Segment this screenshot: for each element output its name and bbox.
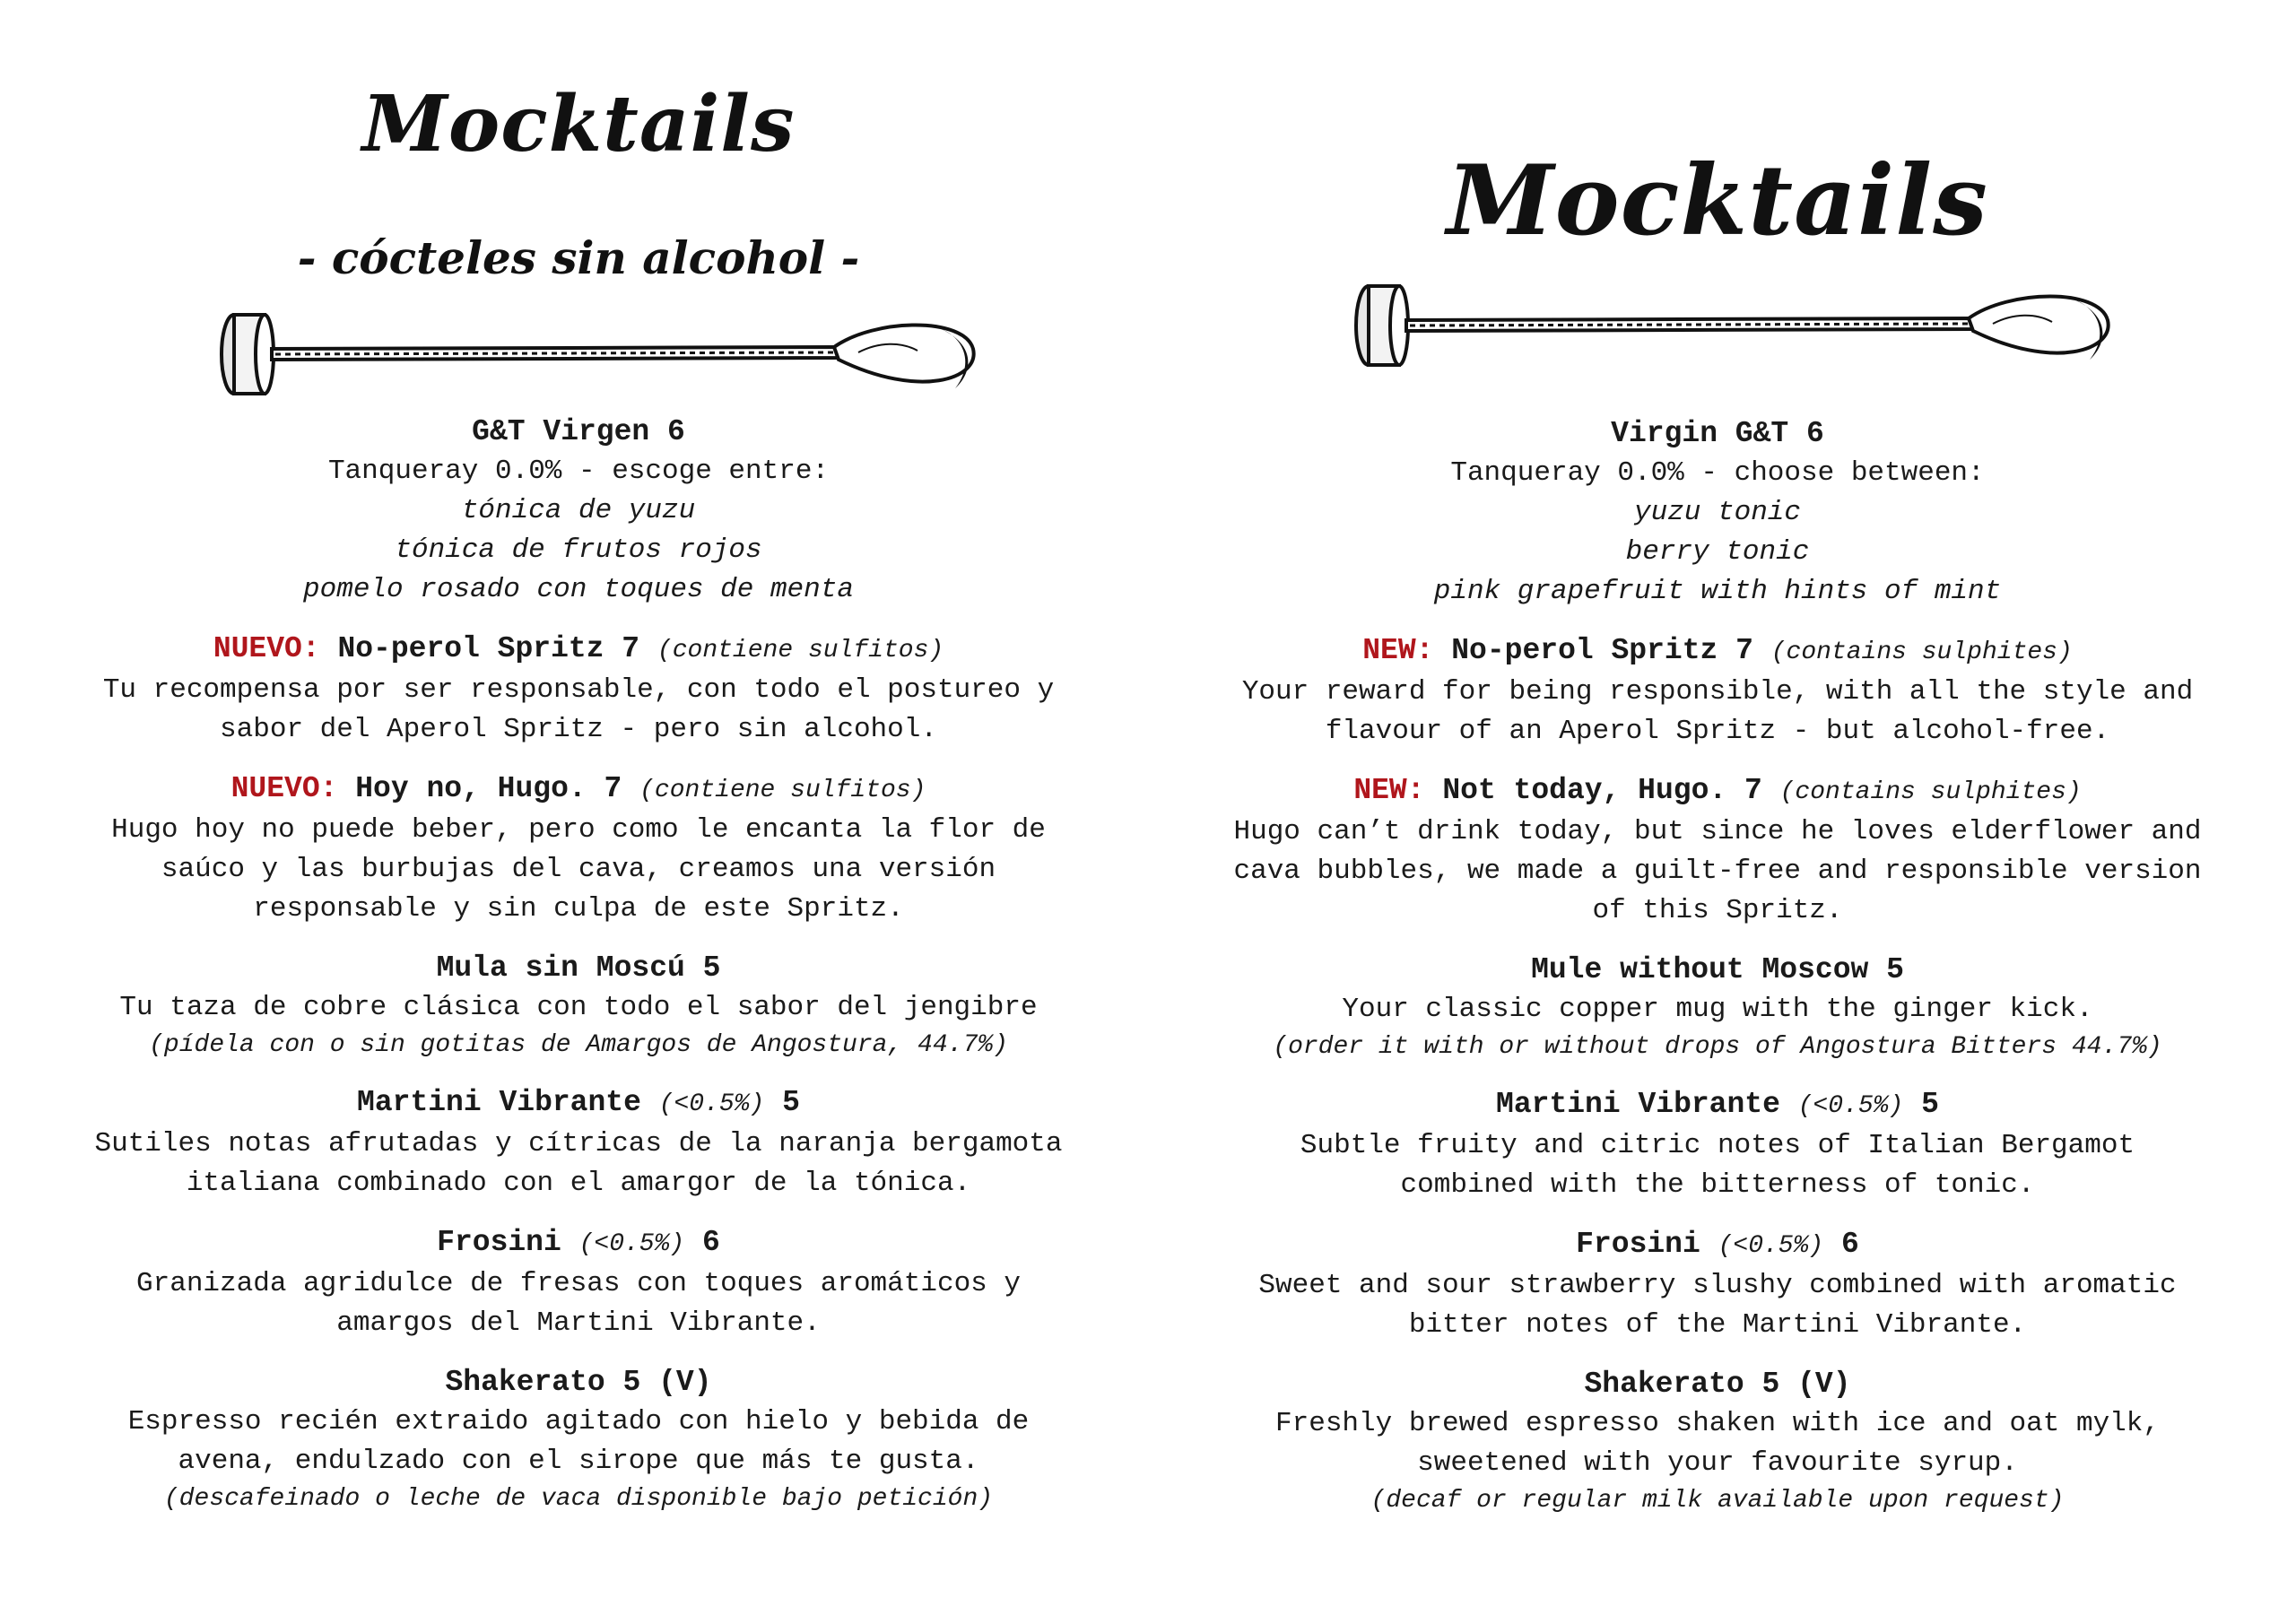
item-description-line: italiana combinado con el amargor de la tónica.: [186, 1168, 971, 1199]
item-name: Frosini: [437, 1226, 561, 1259]
menu-item-shakerato: [36, 1363, 1121, 1517]
item-note: (contiene sulfitos): [639, 777, 926, 804]
item-description-line: Tu recompensa por ser responsable, con todo el postureo y: [102, 674, 1055, 706]
item-footnote: (descafeinado o leche de vaca disponible bajo petición): [163, 1485, 994, 1513]
item-description-line: Subtle fruity and citric notes of Italian Bergamot: [1300, 1130, 2135, 1161]
item-name: Martini Vibrante: [1496, 1088, 1780, 1121]
menu-title: Mocktails: [361, 79, 796, 169]
item-note: (<0.5%): [1797, 1092, 1904, 1120]
item-note: (<0.5%): [578, 1230, 685, 1258]
item-footnote: (pídela con o sin gotitas de Amargos de Angostura, 44.7%): [149, 1031, 1008, 1059]
item-description-line: Your reward for being responsible, with all the style and: [1241, 676, 2194, 708]
bar-spoon-illustration: [1354, 281, 2117, 370]
item-option: tónica de yuzu: [461, 495, 696, 526]
item-description-line: sabor del Aperol Spritz - pero sin alcohol.: [220, 714, 937, 745]
new-tag: NUEVO:: [213, 632, 320, 665]
menu-title: Mocktails: [1447, 144, 1988, 257]
item-note: (contains sulphites): [1770, 638, 2073, 666]
new-tag: NEW:: [1362, 634, 1434, 667]
item-description-line: sweetened with your favourite syrup.: [1417, 1447, 2018, 1479]
item-option: tónica de frutos rojos: [395, 534, 762, 566]
menu-item-no-perol-spritz: [1175, 631, 2260, 751]
menu-item-gt-virgen: [36, 413, 1121, 610]
item-description-line: bitter notes of the Martini Vibrante.: [1408, 1309, 2027, 1341]
item-note: (contiene sulfitos): [657, 637, 944, 664]
item-description-line: Granizada agridulce de fresas con toques aromáticos y: [136, 1268, 1021, 1299]
item-name: No-perol Spritz 7: [1451, 634, 1753, 667]
item-name: Shakerato 5 (V): [1584, 1368, 1851, 1401]
item-description-line: Hugo can’t drink today, but since he loves elderflower and: [1233, 816, 2202, 847]
item-option: yuzu tonic: [1633, 497, 1802, 528]
item-price: 5: [782, 1086, 800, 1119]
item-description: Your classic copper mug with the ginger kick.: [1342, 994, 2093, 1025]
item-note: (contains sulphites): [1779, 778, 2082, 806]
item-description-line: saúco y las burbujas del cava, creamos una versión: [161, 854, 996, 885]
item-name: Mula sin Moscú 5: [436, 951, 721, 985]
item-option: pomelo rosado con toques de menta: [303, 574, 854, 605]
item-description-line: of this Spritz.: [1592, 895, 1843, 926]
new-tag: NEW:: [1353, 774, 1425, 807]
menu-item-frosini: [36, 1223, 1121, 1343]
menu-item-virgin-gt: [1175, 414, 2260, 612]
menu-item-mule-without-moscow: [1175, 951, 2260, 1065]
item-footnote: (decaf or regular milk available upon request): [1370, 1487, 2065, 1515]
item-name: Martini Vibrante: [357, 1086, 641, 1119]
item-name: Virgin G&T 6: [1611, 417, 1824, 450]
item-description: Tu taza de cobre clásica con todo el sabor del jengibre: [119, 992, 1038, 1023]
item-description-line: Hugo hoy no puede beber, pero como le encanta la flor de: [111, 814, 1046, 846]
item-note: (<0.5%): [1718, 1232, 1824, 1260]
item-name: Not today, Hugo. 7: [1442, 774, 1762, 807]
item-footnote: (order it with or without drops of Angostura Bitters 44.7%): [1273, 1033, 2162, 1061]
item-description-line: avena, endulzado con el sirope que más te gusta.: [178, 1446, 979, 1477]
item-name: Frosini: [1576, 1228, 1700, 1261]
item-note: (<0.5%): [658, 1090, 765, 1118]
item-price: 5: [1921, 1088, 1939, 1121]
menu-item-martini-vibrante: [36, 1083, 1121, 1203]
item-description-line: flavour of an Aperol Spritz - but alcohol-free.: [1325, 716, 2110, 747]
item-name: Shakerato 5 (V): [445, 1366, 712, 1399]
item-description-line: cava bubbles, we made a guilt-free and responsible version: [1233, 855, 2202, 887]
item-name: No-perol Spritz 7: [337, 632, 640, 665]
item-description-line: combined with the bitterness of tonic.: [1400, 1169, 2035, 1201]
bar-spoon-illustration: [220, 309, 982, 399]
item-name: G&T Virgen 6: [472, 415, 685, 448]
menu-item-martini-vibrante: [1175, 1085, 2260, 1205]
menu-item-mula-sin-moscu: [36, 949, 1121, 1064]
item-description-line: Sutiles notas afrutadas y cítricas de la naranja bergamota: [94, 1128, 1063, 1159]
menu-item-hoy-no-hugo: [36, 769, 1121, 929]
item-description: Tanqueray 0.0% - escoge entre:: [327, 456, 830, 487]
menu-item-not-today-hugo: [1175, 771, 2260, 931]
menu-item-shakerato: [1175, 1365, 2260, 1519]
item-name: Hoy no, Hugo. 7: [355, 772, 622, 805]
item-description-line: Espresso recién extraido agitado con hielo y bebida de: [127, 1406, 1030, 1437]
item-description: Tanqueray 0.0% - choose between:: [1450, 457, 1985, 489]
menu-item-frosini: [1175, 1225, 2260, 1345]
item-price: 6: [702, 1226, 720, 1259]
item-description-line: Freshly brewed espresso shaken with ice and oat mylk,: [1275, 1408, 2160, 1439]
item-description-line: Sweet and sour strawberry slushy combined with aromatic: [1258, 1270, 2177, 1301]
item-description-line: amargos del Martini Vibrante.: [336, 1307, 821, 1339]
item-option: pink grapefruit with hints of mint: [1433, 576, 2002, 607]
item-name: Mule without Moscow 5: [1531, 953, 1904, 986]
menu-subtitle: - cócteles sin alcohol -: [297, 231, 860, 284]
menu-item-no-perol-spritz: [36, 630, 1121, 750]
item-option: berry tonic: [1625, 536, 1810, 568]
item-price: 6: [1841, 1228, 1859, 1261]
new-tag: NUEVO:: [230, 772, 338, 805]
item-description-line: responsable y sin culpa de este Spritz.: [253, 893, 904, 925]
